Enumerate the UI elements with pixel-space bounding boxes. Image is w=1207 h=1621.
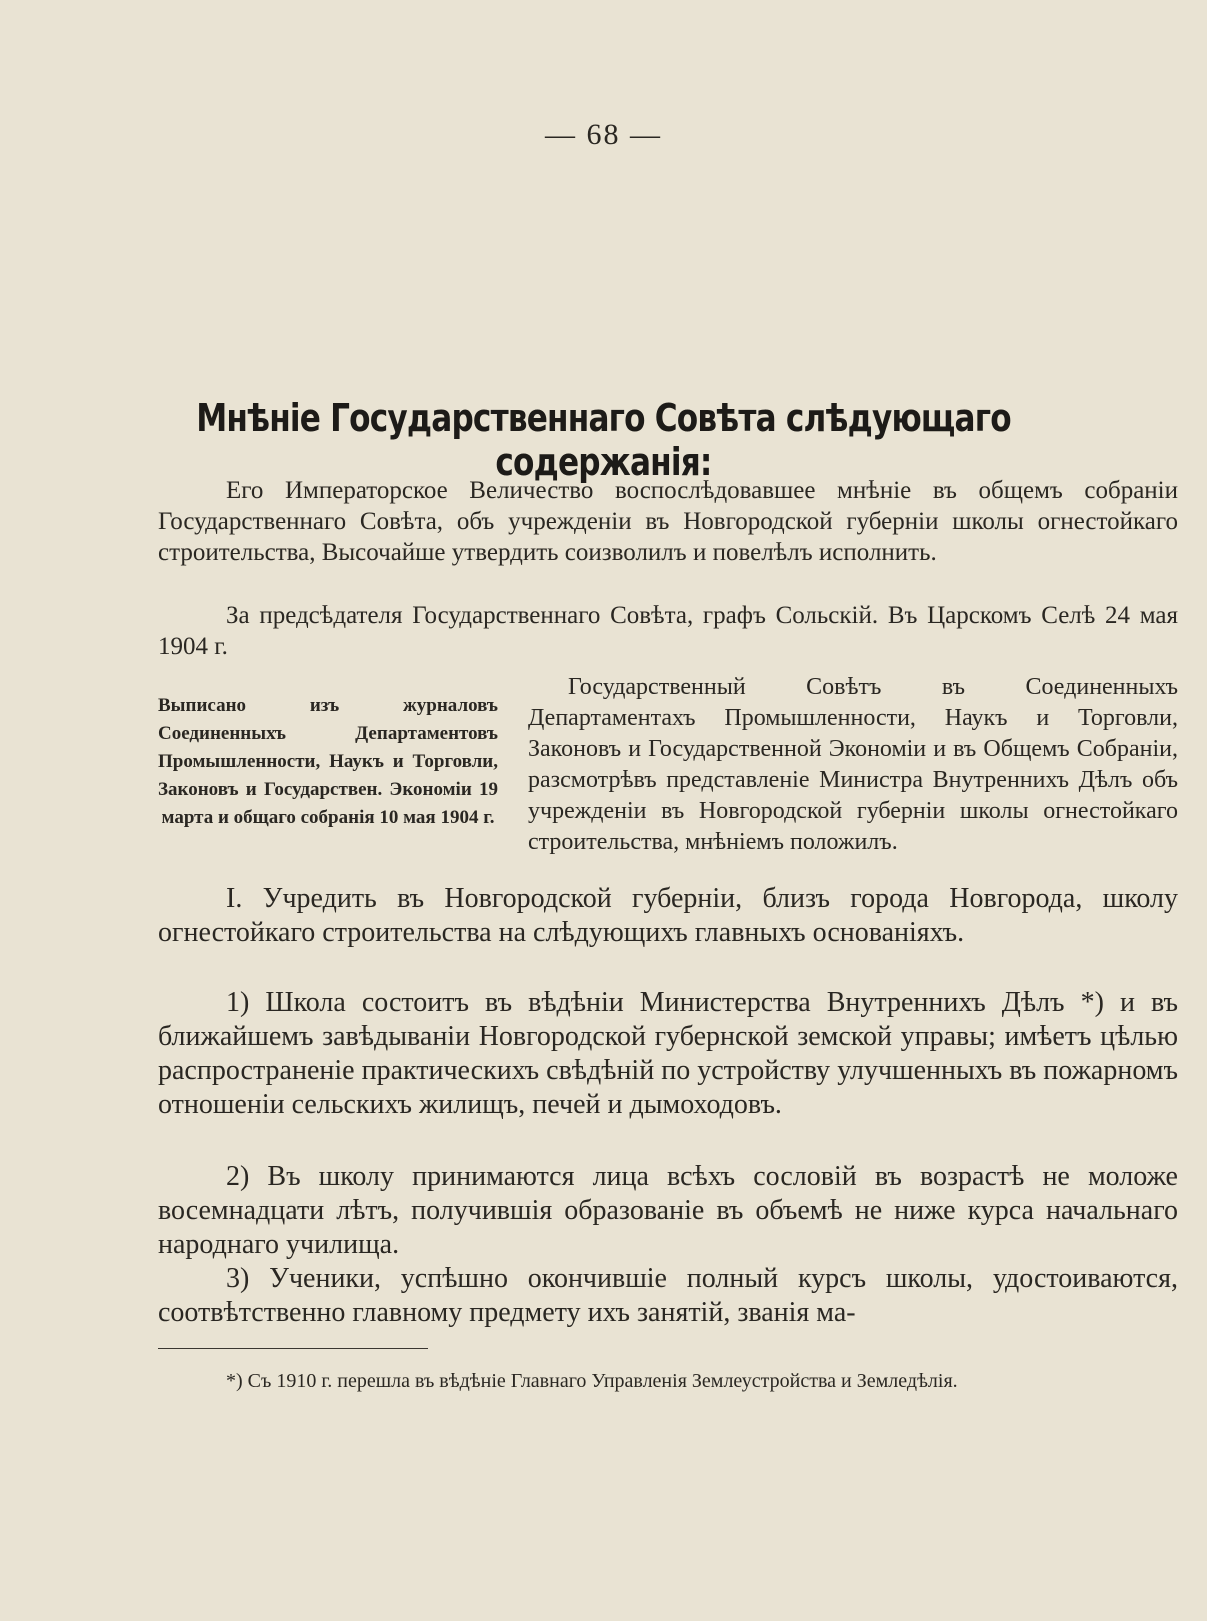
margin-note: Выписано изъ журналовъ Соединенныхъ Департаментовъ Промышленности, Наукъ и Торговли, Законовъ и Государствен. Экономіи 19 марта и общаго собранія 10 мая 1904 г. [158,695,498,828]
resolution-paragraph: Государственный Совѣтъ въ Соединенныхъ Департаментахъ Промышленности, Наукъ и Торговли, Законовъ и Государственной Экономіи и въ Общемъ Собраніи, разсмотрѣвъ представленіе Министра Внутреннихъ Дѣлъ объ учрежденіи въ Новгородской губерніи школы огнестойкаго строительства, мнѣніемъ положилъ. [528,674,1178,855]
section-item-2: 2) Въ школу принимаются лица всѣхъ сословій въ возрастѣ не моложе восемнадцати лѣтъ, получившія образованіе въ объемѣ не ниже курса начальнаго народнаго училища. [158,1161,1178,1260]
page-title: Мнѣніе Государственнаго Совѣта слѣдующаго содержанія: [196,396,1011,484]
section-item-3: 3) Ученики, успѣшно окончившіе полный курсъ школы, удостоиваются, соотвѣтственно главному предмету ихъ занятій, званія ма- [158,1263,1178,1328]
section-item-1: 1) Школа состоитъ въ вѣдѣніи Министерства Внутреннихъ Дѣлъ *) и въ ближайшемъ завѣдываніи Новгородской губернской земской управы; имѣетъ цѣлью распространеніе практическихъ свѣдѣній по устройству улучшенныхъ въ пожарномъ отношеніи сельскихъ жилищъ, печей и дымоходовъ. [158,987,1178,1120]
paragraph-approval: Его Императорское Величество воспослѣдовавшее мнѣніе въ общемъ собраніи Государственнаго Совѣта, объ учрежденіи въ Новгородской губерніи школы огнестойкаго строительства, Высочайше утвердить соизволилъ и повелѣлъ исполнить. [158,477,1178,566]
section-1: I. Учредить въ Новгородской губерніи, близъ города Новгорода, школу огнестойкаго строительства на слѣдующихъ главныхъ основаніяхъ. [158,883,1178,948]
paragraph-signature: За предсѣдателя Государственнаго Совѣта, графъ Сольскій. Въ Царскомъ Селѣ 24 мая 1904 г. [158,602,1178,660]
page-number: — 68 — [545,118,662,151]
footnote: *) Съ 1910 г. перешла въ вѣдѣніе Главнаго Управленія Землеустройства и Земледѣлія. [226,1370,958,1392]
footnote-divider [158,1348,428,1349]
